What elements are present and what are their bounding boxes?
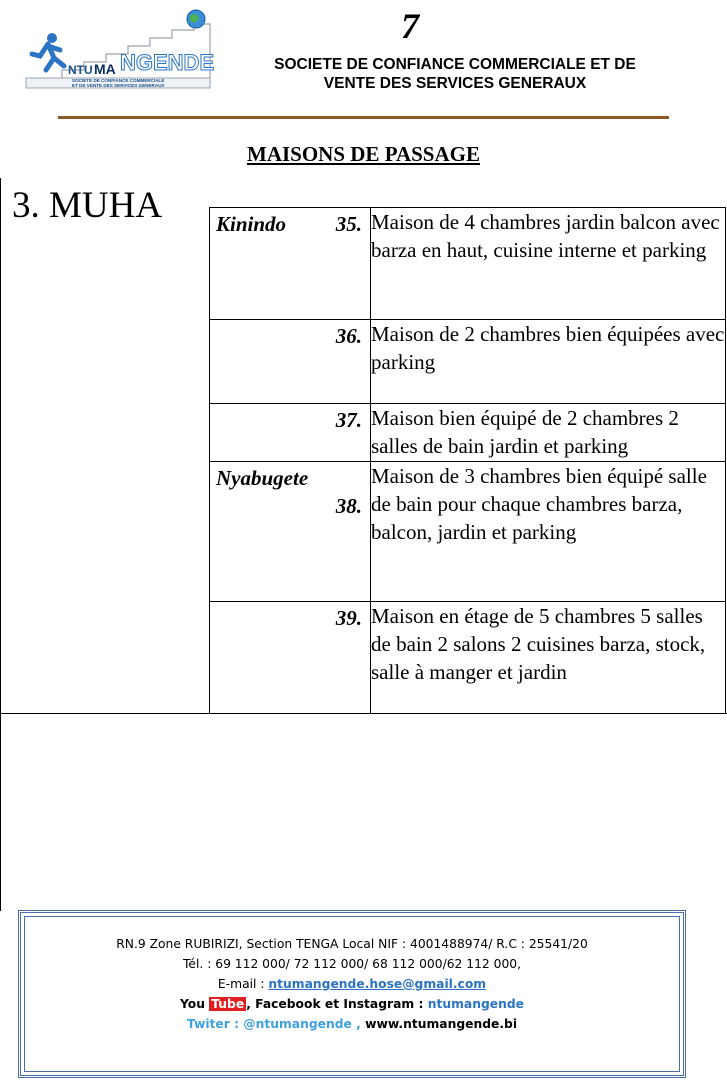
footer-email-line	[18, 974, 686, 994]
page-number: 7	[401, 6, 419, 46]
area-cell	[210, 602, 371, 714]
email-label: E-mail :	[217, 977, 269, 991]
footer-address: RN.9 Zone RUBIRIZI, Section TENGA Local NIF : 4001488974/ R.C : 25541/20	[116, 937, 588, 951]
company-name-line1: SOCIETE DE CONFIANCE COMMERCIALE ET DE	[274, 56, 636, 73]
social-handle[interactable]: ntumangende	[427, 997, 524, 1011]
company-name	[240, 55, 670, 93]
footer-contact	[18, 934, 686, 1034]
twitter-handle[interactable]: Twiter : @ntumangende ,	[186, 1017, 366, 1031]
area-name: Nyabugete	[216, 466, 309, 490]
listing-description: Maison de 3 chambres bien équipé salle de bain pour chaque chambres barza, balcon, jardin et parking	[371, 462, 726, 602]
footer-social-line	[18, 994, 686, 1014]
listing-description: Maison de 4 chambres jardin balcon avec barza en haut, cuisine interne et parking	[371, 208, 726, 320]
section-title: MAISONS DE PASSAGE	[247, 142, 480, 166]
table-row	[210, 208, 726, 320]
table-row	[210, 602, 726, 714]
footer-web-line	[18, 1014, 686, 1034]
facebook-label[interactable]: Facebook	[255, 997, 321, 1011]
table-row	[210, 404, 726, 462]
logo-text-ngende: NGENDE	[120, 50, 214, 75]
logo-sub1: SOCIETE DE CONFIANCE COMMERCIALE	[72, 78, 165, 83]
listing-description: Maison en étage de 5 chambres 5 salles de bain 2 salons 2 cuisines barza, stock, salle à manger et jardin	[371, 602, 726, 714]
area-cell	[210, 404, 371, 462]
listing-number: 35.	[335, 212, 362, 236]
header-rule	[58, 116, 669, 119]
logo-sub2: ET DE VENTE DES SERVICES GENERAUX	[72, 83, 165, 88]
company-name-line2: VENTE DES SERVICES GENERAUX	[323, 75, 587, 92]
listing-description: Maison de 2 chambres bien équipées avec parking	[371, 320, 726, 404]
youtube-tube[interactable]: Tube	[211, 997, 245, 1011]
area-cell	[210, 462, 371, 602]
table-row	[210, 462, 726, 602]
footer-phone: Tél. : 69 112 000/ 72 112 000/ 68 112 000/62 112 000,	[182, 957, 522, 971]
area-cell	[210, 320, 371, 404]
youtube-you: You	[179, 997, 210, 1011]
company-logo	[24, 8, 214, 90]
location-heading: 3. MUHA	[12, 185, 163, 226]
social-sep: ,	[246, 997, 256, 1011]
listings-table	[209, 207, 726, 714]
email-link[interactable]: ntumangende.hose@gmail.com	[268, 977, 487, 991]
table-row	[210, 320, 726, 404]
logo-text-ma: MA	[94, 61, 116, 77]
area-cell	[210, 208, 371, 320]
logo-text-ntu: NTU	[68, 63, 93, 77]
listing-number: 38.	[335, 494, 362, 518]
listing-number: 37.	[335, 408, 362, 432]
listing-number: 36.	[335, 324, 362, 348]
website-link[interactable]: www.ntumangende.bi	[365, 1017, 518, 1031]
instagram-label: et Instagram :	[320, 997, 428, 1011]
area-name: Kinindo	[216, 212, 287, 236]
left-rule	[0, 714, 1, 911]
listing-description: Maison bien équipé de 2 chambres 2 salles de bain jardin et parking	[371, 404, 726, 462]
listing-number: 39.	[335, 606, 362, 630]
